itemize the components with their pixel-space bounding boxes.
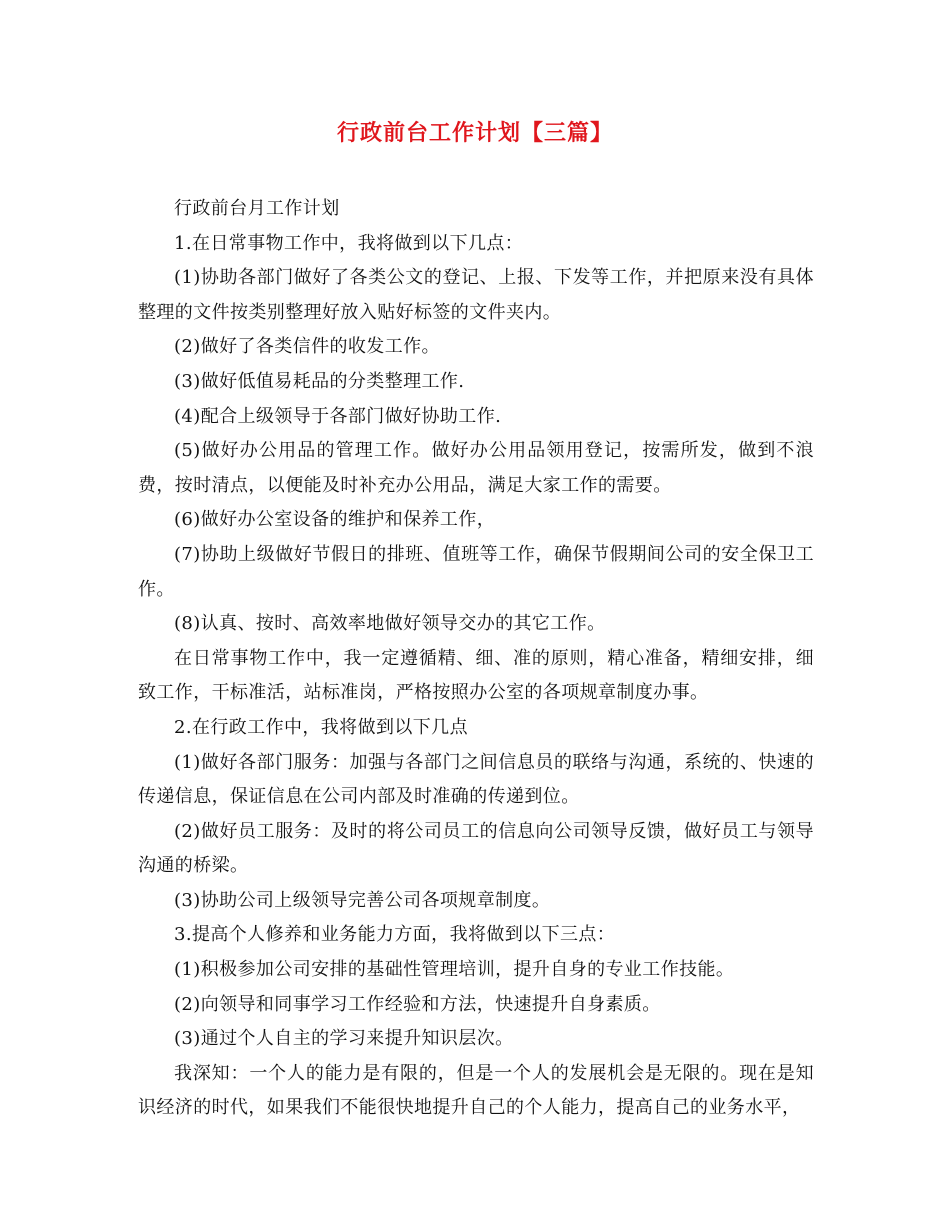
- paragraph: (2)做好员工服务：及时的将公司员工的信息向公司领导反馈，做好员工与领导沟通的桥梁。: [138, 820, 814, 877]
- paragraph: (3)做好低值易耗品的分类整理工作.: [174, 370, 465, 392]
- paragraph: (1)积极参加公司安排的基础性管理培训，提升自身的专业工作技能。: [174, 959, 735, 981]
- paragraph: 3.提高个人修养和业务能力方面，我将做到以下三点：: [174, 924, 616, 946]
- document-title: 行政前台工作计划【三篇】: [336, 120, 613, 146]
- paragraph: 行政前台月工作计划: [174, 198, 340, 219]
- paragraph: (8)认真、按时、高效率地做好领导交办的其它工作。: [174, 613, 606, 635]
- paragraph: 2.在行政工作中，我将做到以下几点: [174, 716, 468, 738]
- paragraph: 我深知：一个人的能力是有限的，但是一个人的发展机会是无限的。现在是知识经济的时代，如果我们不能很快地提升自己的个人能力，提高自己的业务水平，: [138, 1062, 814, 1119]
- paragraph: (4)配合上级领导于各部门做好协助工作.: [174, 405, 502, 427]
- paragraph: (2)向领导和同事学习工作经验和方法，快速提升自身素质。: [174, 993, 661, 1015]
- paragraph: 在日常事物工作中，我一定遵循精、细、准的原则，精心准备，精细安排，细致工作，干标准活，站标准岗，严格按照办公室的各项规章制度办事。: [138, 647, 814, 704]
- paragraph: 1.在日常事物工作中，我将做到以下几点：: [174, 232, 524, 254]
- paragraph: (6)做好办公室设备的维护和保养工作，: [174, 509, 496, 531]
- paragraph: (7)协助上级做好节假日的排班、值班等工作，确保节假期间公司的安全保卫工作。: [138, 543, 814, 600]
- paragraph: (5)做好办公用品的管理工作。做好办公用品领用登记，按需所发，做到不浪费，按时清点，以便能及时补充办公用品，满足大家工作的需要。: [138, 440, 814, 496]
- document-body: [138, 192, 814, 1126]
- paragraph: (1)协助各部门做好了各类公文的登记、上报、下发等工作，并把原来没有具体整理的文件按类别整理好放入贴好标签的文件夹内。: [138, 267, 814, 323]
- paragraph: (1)做好各部门服务：加强与各部门之间信息员的联络与沟通，系统的、快速的传递信息，保证信息在公司内部及时准确的传递到位。: [138, 751, 814, 808]
- paragraph: (3)协助公司上级领导完善公司各项规章制度。: [174, 889, 551, 911]
- paragraph: (3)通过个人自主的学习来提升知识层次。: [174, 1028, 514, 1050]
- paragraph: (2)做好了各类信件的收发工作。: [174, 336, 440, 358]
